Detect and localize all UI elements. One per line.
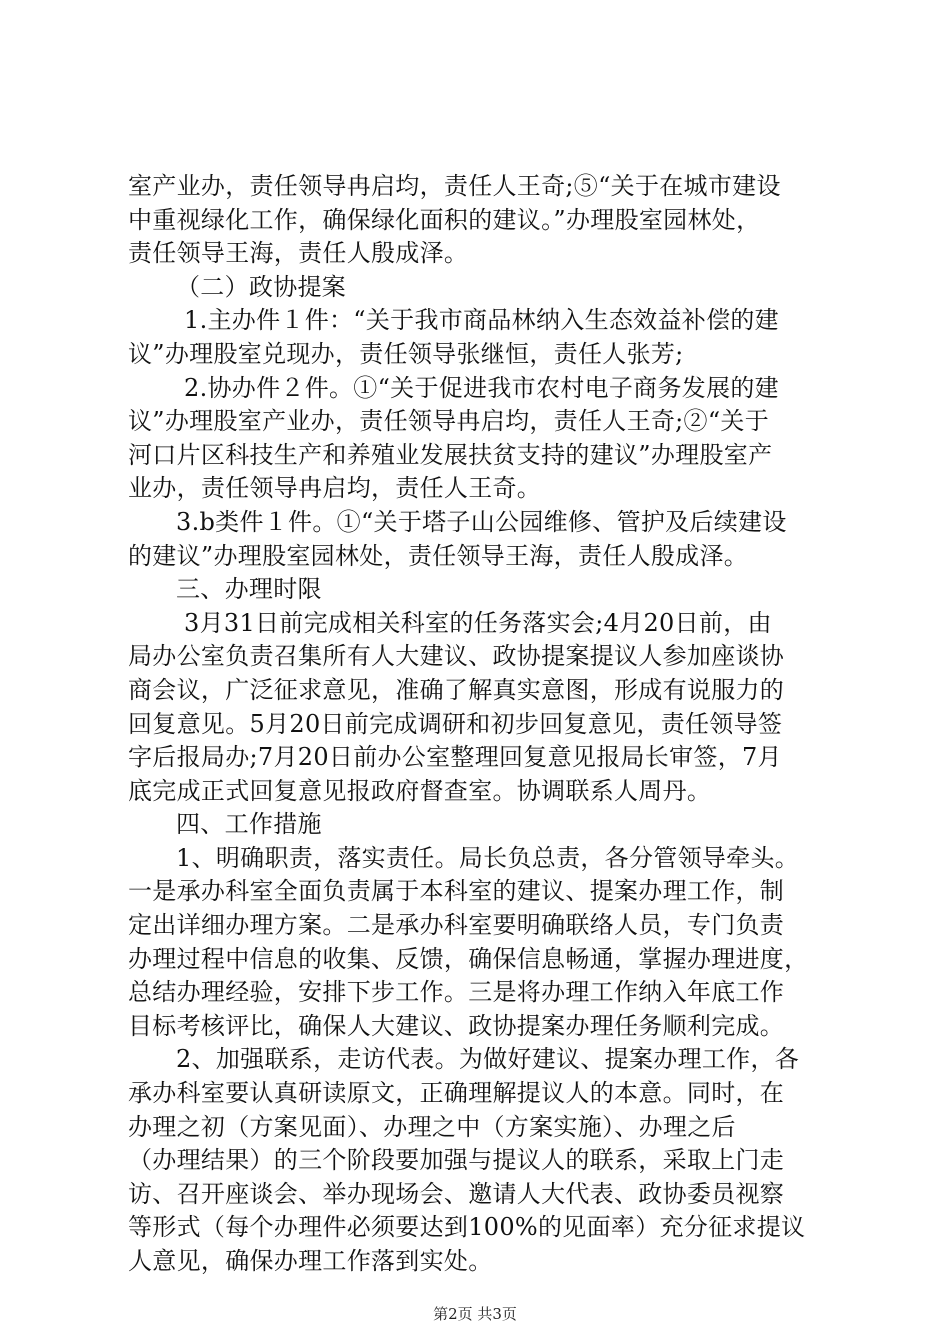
text-line: 访、召开座谈会、举办现场会、邀请人大代表、政协委员视察 xyxy=(128,1179,785,1208)
text-line: 议”办理股室兑现办，责任领导张继恒，责任人张芳; xyxy=(128,339,684,368)
text-line: 商会议，广泛征求意见，准确了解真实意图，形成有说服力的 xyxy=(128,675,785,704)
text-line: 办理之初（方案见面）、办理之中（方案实施）、办理之后 xyxy=(128,1112,736,1141)
text-line: 3月31日前完成相关科室的任务落实会;4月20日前，由 xyxy=(184,608,772,637)
text-line: 2.协办件２件。①“关于促进我市农村电子商务发展的建 xyxy=(184,373,779,402)
document-body xyxy=(128,170,828,1279)
text-line: 局办公室负责召集所有人大建议、政协提案提议人参加座谈协 xyxy=(128,642,785,671)
text-line: 定出详细办理方案。二是承办科室要明确联络人员，专门负责 xyxy=(128,911,785,940)
text-line: 议”办理股室产业办，责任领导冉启均，责任人王奇;②“关于 xyxy=(128,407,770,436)
text-line: 2、加强联系，走访代表。为做好建议、提案办理工作，各 xyxy=(176,1045,800,1074)
text-line: 室产业办，责任领导冉启均，责任人王奇;⑤“关于在城市建设 xyxy=(128,172,781,200)
text-line: 业办，责任领导冉启均，责任人王奇。 xyxy=(128,474,542,503)
text-line: （办理结果）的三个阶段要加强与提议人的联系，采取上门走 xyxy=(128,1146,785,1175)
section-heading: （二）政协提案 xyxy=(176,272,347,301)
text-line: 责任领导王海，责任人殷成泽。 xyxy=(128,239,469,268)
text-line: 目标考核评比，确保人大建议、政协提案办理任务顺利完成。 xyxy=(128,1011,785,1040)
text-line: 中重视绿化工作，确保绿化面积的建议。”办理股室园林处， xyxy=(128,205,761,234)
text-line: 办理过程中信息的收集、反馈，确保信息畅通，掌握办理进度， xyxy=(128,944,809,973)
text-line: 字后报局办;7月20日前办公室整理回复意见报局长审签，7月 xyxy=(128,743,782,772)
section-heading: 四、工作措施 xyxy=(176,810,322,839)
text-line: 3.b类件１件。①“关于塔子山公园维修、管护及后续建设 xyxy=(176,507,787,536)
page-number-footer: 第2页 共3页 xyxy=(433,1305,517,1323)
text-line: 回复意见。5月20日前完成调研和初步回复意见，责任领导签 xyxy=(128,709,783,738)
text-line: 承办科室要认真研读原文，正确理解提议人的本意。同时，在 xyxy=(128,1079,785,1108)
text-line: 1.主办件１件：“关于我市商品林纳入生态效益补偿的建 xyxy=(184,306,779,335)
text-line: 人意见，确保办理工作落到实处。 xyxy=(128,1247,493,1275)
text-line: 总结办理经验，安排下步工作。三是将办理工作纳入年底工作 xyxy=(128,978,785,1007)
text-line: 底完成正式回复意见报政府督查室。协调联系人周丹。 xyxy=(128,776,712,805)
section-heading: 三、办理时限 xyxy=(176,575,322,604)
text-line: 等形式（每个办理件必须要达到100%的见面率）充分征求提议 xyxy=(128,1213,806,1242)
text-line: 1、明确职责，落实责任。局长负总责，各分管领导牵头。 xyxy=(176,843,800,872)
text-line: 一是承办科室全面负责属于本科室的建议、提案办理工作，制 xyxy=(128,877,785,906)
text-line: 的建议”办理股室园林处，责任领导王海，责任人殷成泽。 xyxy=(128,541,749,570)
text-line: 河口片区科技生产和养殖业发展扶贫支持的建议”办理股室产 xyxy=(128,440,773,469)
